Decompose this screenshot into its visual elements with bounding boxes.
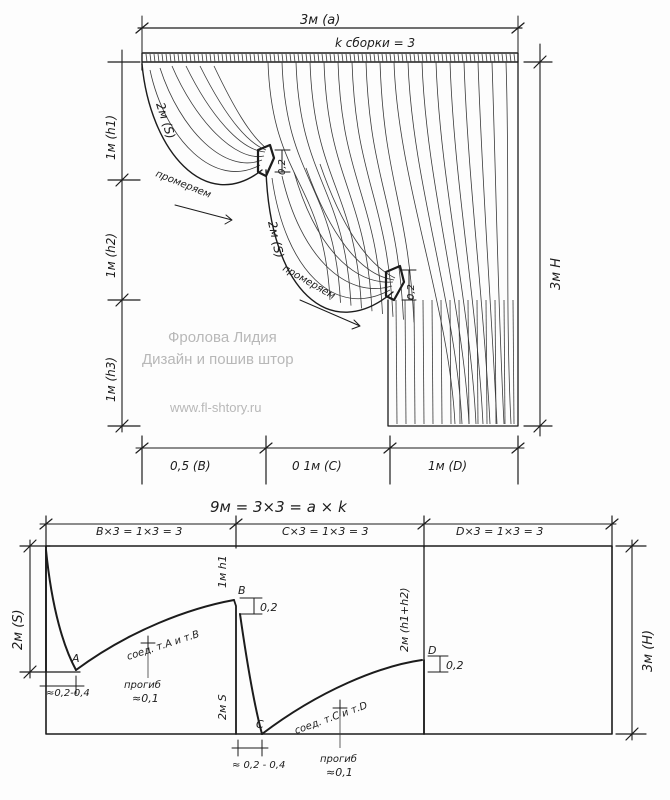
pleat-line [346, 54, 347, 62]
pattern-s-label: 2м (S) [11, 609, 26, 650]
pleat-line [330, 54, 331, 62]
pleat-line [506, 54, 507, 62]
pleat-line [250, 54, 251, 62]
fold-line [478, 62, 497, 424]
h3-label: 1м (h3) [104, 356, 118, 402]
sag-word-1: прогиб [124, 680, 161, 691]
pleat-line [406, 54, 407, 62]
fabric-rectangle [46, 546, 612, 734]
swag-upper-length: 2м (S) [153, 100, 179, 141]
fold-line [338, 62, 383, 314]
h1-mark-label: 1м h1 [216, 555, 229, 588]
pleat-line [438, 54, 439, 62]
point-b: B [238, 584, 246, 597]
pleat-line [314, 54, 315, 62]
pleat-line [470, 54, 471, 62]
pleat-line [338, 54, 339, 62]
pleat-line [410, 54, 411, 62]
pleat-line [262, 54, 263, 62]
pleat-line [162, 54, 163, 62]
fold-line [513, 300, 514, 424]
pleat-line [294, 54, 295, 62]
pleat-line [318, 54, 319, 62]
pleat-line [450, 54, 451, 62]
pleat-line [214, 54, 215, 62]
measure-label-upper: промеряем [153, 168, 213, 201]
pleat-line [458, 54, 459, 62]
pleat-line [186, 54, 187, 62]
pleat-line [322, 54, 323, 62]
pleat-line [434, 54, 435, 62]
pleat-line [246, 54, 247, 62]
pleat-line [174, 54, 175, 62]
pleat-line [150, 54, 151, 62]
fold-line [477, 300, 478, 424]
total-height-label: 3м H [549, 258, 564, 290]
b-label: 0,5 (B) [170, 459, 211, 473]
width-label: 3м (a) [300, 13, 341, 28]
fold-line [366, 62, 404, 320]
width-dimension [136, 13, 524, 52]
fold-line [296, 62, 351, 306]
pleat-line [502, 54, 503, 62]
pleat-line [298, 54, 299, 62]
pleat-line [394, 54, 395, 62]
pleat-line [378, 54, 379, 62]
fold-line [450, 300, 451, 424]
sag-value-2: ≈0,1 [326, 766, 353, 779]
pleat-line [282, 54, 283, 62]
point-a: A [72, 652, 80, 665]
pleat-line [258, 54, 259, 62]
pleat-line [418, 54, 419, 62]
fold-line [486, 300, 487, 424]
sag-word-2: прогиб [320, 754, 357, 765]
fold-line [441, 300, 442, 424]
pleat-line [190, 54, 191, 62]
join-label-1: соед. т.А и т.В [125, 629, 201, 663]
watermark [142, 329, 294, 415]
pleat-line [302, 54, 303, 62]
c-label: 0 1м (C) [292, 459, 342, 473]
h1h2-mark-label: 2м (h1+h2) [398, 587, 411, 652]
gather-label: k сборки = 3 [335, 36, 416, 50]
seg-c-label: C×3 = 1×3 = 3 [282, 525, 369, 538]
pleat-line [306, 54, 307, 62]
d-offset-label: 0,2 [446, 659, 464, 672]
pleat-line [386, 54, 387, 62]
pleat-line [414, 54, 415, 62]
pleat-line [494, 54, 495, 62]
pleat-line [226, 54, 227, 62]
pleat-line [426, 54, 427, 62]
measure-label-lower: промеряем [280, 263, 337, 302]
pattern-h-label: 3м (H) [641, 629, 656, 672]
pleat-line [354, 54, 355, 62]
pleat-line [358, 54, 359, 62]
pleat-line [290, 54, 291, 62]
drop-lower: 0,2 [406, 284, 417, 300]
watermark-subtitle: Дизайн и пошив штор [142, 351, 294, 368]
pleat-line [166, 54, 167, 62]
fold-line [459, 300, 460, 424]
pleat-line [154, 54, 155, 62]
pleat-line [146, 54, 147, 62]
left-height-dimension [104, 50, 140, 432]
fold-line [394, 62, 455, 424]
fold-line [408, 62, 462, 424]
pattern-right-dimension [616, 540, 656, 740]
fold-line [414, 300, 415, 424]
pleat-line [274, 54, 275, 62]
pleat-line [382, 54, 383, 62]
seg-d-label: D×3 = 1×3 = 3 [456, 525, 544, 538]
watermark-url: www.fl-shtory.ru [170, 400, 262, 415]
pleat-line [202, 54, 203, 62]
fold-line [422, 62, 469, 424]
pleat-line [466, 54, 467, 62]
h1-label: 1м (h1) [104, 114, 118, 160]
pleat-line [510, 54, 511, 62]
pleat-line [198, 54, 199, 62]
join-label-2: соед. т.С и т.D [293, 700, 370, 737]
pleat-line [350, 54, 351, 62]
pleat-line [210, 54, 211, 62]
bottom-width-dimension [136, 436, 524, 484]
pleat-line [334, 54, 335, 62]
pleat-line [286, 54, 287, 62]
d-label: 1м (D) [428, 459, 468, 473]
cut-line-panel-1 [46, 546, 236, 734]
pleat-line [482, 54, 483, 62]
fold-line [432, 300, 433, 424]
mid-s-label: 2м S [216, 694, 229, 720]
pleat-line [194, 54, 195, 62]
fold-line [405, 300, 406, 424]
pleat-line [514, 54, 515, 62]
pleat-line [362, 54, 363, 62]
pleat-line [478, 54, 479, 62]
pleat-line [490, 54, 491, 62]
point-d: D [428, 644, 437, 657]
pleat-line [230, 54, 231, 62]
pleat-line [366, 54, 367, 62]
pleat-line [254, 54, 255, 62]
pleat-line [422, 54, 423, 62]
flat-pattern [11, 498, 656, 779]
bottom-a-label: ≈0,2-0,4 [46, 688, 90, 699]
watermark-author: Фролова Лидия [168, 329, 277, 346]
header-pleats [146, 54, 515, 62]
pleat-line [178, 54, 179, 62]
fold-line [495, 300, 496, 424]
pleat-line [182, 54, 183, 62]
pleat-line [474, 54, 475, 62]
pleat-line [462, 54, 463, 62]
pleat-line [278, 54, 279, 62]
fold-line [396, 300, 397, 424]
h2-label: 1м (h2) [104, 232, 118, 278]
curtain-outline [142, 62, 518, 426]
pleat-line [374, 54, 375, 62]
pleat-line [158, 54, 159, 62]
fold-line [464, 62, 490, 424]
pleat-line [390, 54, 391, 62]
fold-line [436, 62, 476, 424]
pleat-line [442, 54, 443, 62]
pleat-line [218, 54, 219, 62]
bottom-c-label: ≈ 0,2 - 0,4 [232, 760, 286, 771]
pleat-line [398, 54, 399, 62]
pleat-line [370, 54, 371, 62]
pleat-line [266, 54, 267, 62]
pleat-line [430, 54, 431, 62]
pleat-line [310, 54, 311, 62]
pleat-line [170, 54, 171, 62]
pleat-line [486, 54, 487, 62]
pleat-line [326, 54, 327, 62]
point-c: C [256, 718, 264, 731]
pleat-line [222, 54, 223, 62]
pleat-line [342, 54, 343, 62]
drop-upper: 0,2 [277, 159, 288, 175]
swag-lower-length: 2м (S) [265, 219, 287, 260]
pleat-line [402, 54, 403, 62]
pleat-line [238, 54, 239, 62]
fold-line [504, 300, 505, 424]
pleat-line [446, 54, 447, 62]
fold-line [506, 62, 511, 424]
pleat-line [234, 54, 235, 62]
right-height-dimension [524, 44, 564, 436]
b-offset-label: 0,2 [260, 601, 278, 614]
fold-line [423, 300, 424, 424]
seg-b-label: B×3 = 1×3 = 3 [96, 525, 183, 538]
pleat-line [242, 54, 243, 62]
sag-value-1: ≈0,1 [132, 692, 159, 705]
total-length-formula: 9м = 3×3 = a × k [210, 498, 347, 516]
pattern-width-chain [40, 516, 618, 548]
pleat-line [270, 54, 271, 62]
panel-folds [268, 62, 514, 424]
pleat-line [206, 54, 207, 62]
pleat-line [498, 54, 499, 62]
pleat-line [454, 54, 455, 62]
